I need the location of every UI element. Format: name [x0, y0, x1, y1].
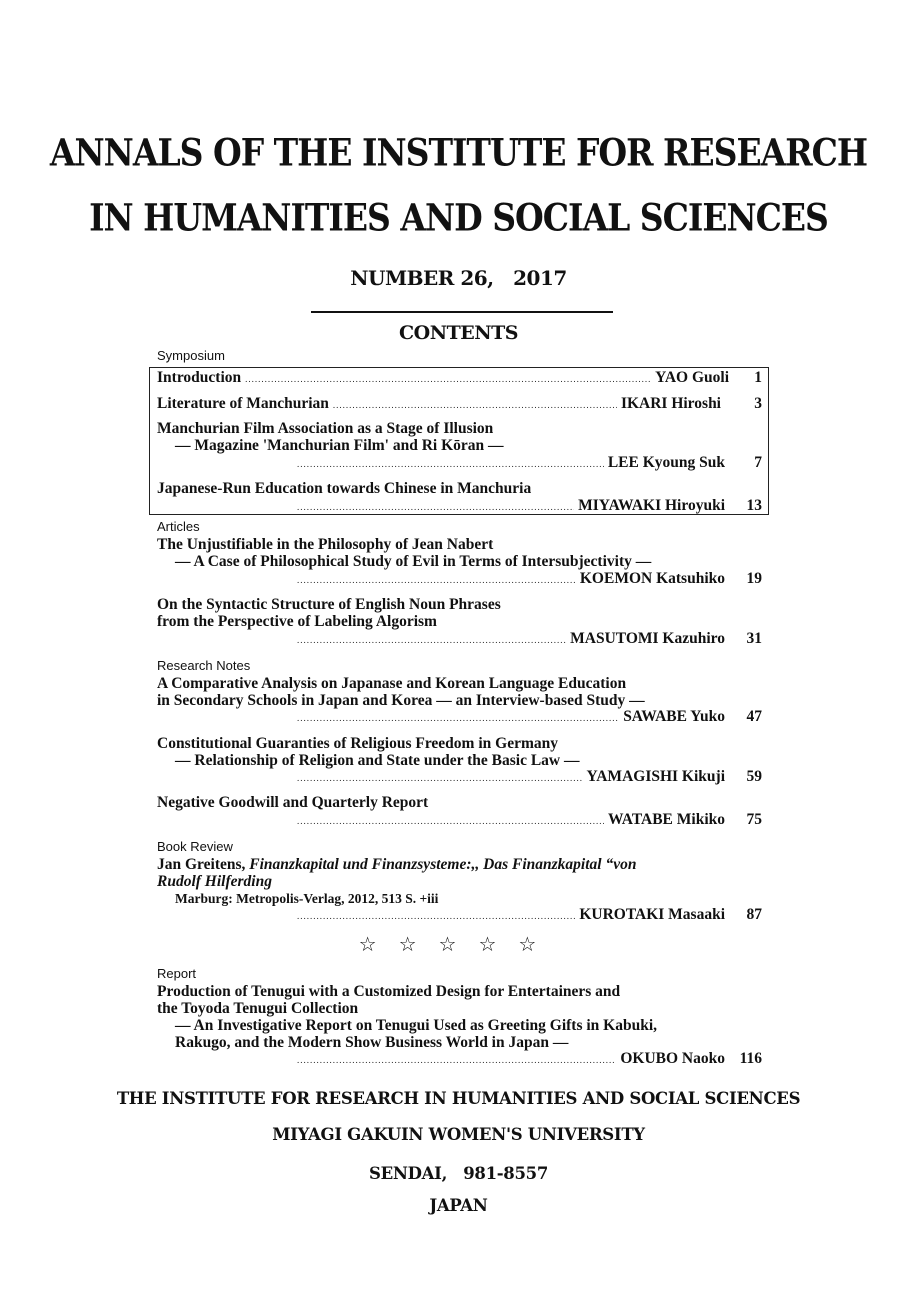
- entry-title[interactable]: Production of Tenugui with a Customized Design for Entertainers and: [157, 983, 621, 1000]
- toc-entry-author-row: [297, 811, 725, 829]
- entry-author: MIYAWAKI Hiroyuki: [578, 497, 725, 514]
- entry-title[interactable]: Japanese-Run Education towards Chinese in Manchuria: [157, 480, 532, 497]
- entry-title-continued: from the Perspective of Labeling Algorism: [157, 613, 437, 630]
- entry-author: MASUTOMI Kazuhiro: [570, 630, 725, 647]
- toc-entry-author-row: [297, 630, 725, 648]
- entry-page: 87: [746, 906, 762, 923]
- entry-author: YAO Guoli: [655, 369, 729, 386]
- dot-leader: [297, 571, 576, 589]
- entry-subtitle-continued: Rakugo, and the Modern Show Business World in Japan ―: [175, 1034, 569, 1051]
- entry-author: WATABE Mikiko: [608, 811, 725, 828]
- section-label-book-review: Book Review: [157, 839, 233, 854]
- entry-title[interactable]: Negative Goodwill and Quarterly Report: [157, 794, 429, 811]
- entry-page: 47: [746, 708, 762, 725]
- entry-title[interactable]: On the Syntactic Structure of English Noun Phrases: [157, 596, 501, 613]
- book-title: Finanzkapital und Finanzsysteme:,, Das Finanzkapital “von: [249, 856, 637, 873]
- entry-title-continued: in Secondary Schools in Japan and Korea ― an Interview-based Study ―: [157, 692, 645, 709]
- issue-number: NUMBER 26, 2017: [350, 266, 567, 290]
- section-label-research-notes: Research Notes: [157, 658, 251, 673]
- publisher-institute: THE INSTITUTE FOR RESEARCH IN HUMANITIES AND SOCIAL SCIENCES: [116, 1089, 801, 1108]
- publisher-university: MIYAGI GAKUIN WOMEN'S UNIVERSITY: [272, 1125, 645, 1144]
- entry-title[interactable]: The Unjustifiable in the Philosophy of Jean Nabert: [157, 536, 494, 553]
- journal-title-line-1: ANNALS OF THE INSTITUTE FOR RESEARCH: [49, 130, 868, 175]
- dot-leader: [297, 631, 566, 649]
- dot-leader: [297, 1051, 616, 1069]
- entry-page: 19: [746, 570, 762, 587]
- entry-page: 3: [754, 395, 762, 412]
- section-label-articles: Articles: [157, 519, 200, 534]
- title-divider: [311, 311, 613, 313]
- contents-heading: CONTENTS: [399, 322, 518, 344]
- entry-page: 13: [746, 497, 762, 514]
- entry-page: 31: [746, 630, 762, 647]
- dot-leader: [245, 370, 651, 388]
- toc-entry[interactable]: [157, 369, 729, 387]
- toc-entry-author-row: [297, 708, 725, 726]
- book-title-italic: Rudolf Hilferding: [157, 873, 272, 890]
- entry-page: 1: [754, 369, 762, 386]
- book-publisher: Marburg: Metropolis-Verlag, 2012, 513 S. +iii: [175, 891, 439, 906]
- publisher-city: SENDAI, 981-8557: [368, 1164, 549, 1183]
- dot-leader: [297, 812, 604, 830]
- toc-entry-author-row: [297, 497, 725, 515]
- entry-page: 75: [746, 811, 762, 828]
- entry-author: KUROTAKI Masaaki: [579, 906, 725, 923]
- dot-leader: [297, 498, 574, 516]
- entry-page: 116: [739, 1050, 762, 1067]
- entry-author: LEE Kyoung Suk: [607, 454, 725, 471]
- entry-subtitle: ― An Investigative Report on Tenugui Used as Greeting Gifts in Kabuki,: [175, 1017, 658, 1034]
- book-author: Jan Greitens,: [157, 856, 250, 873]
- entry-title: Introduction: [157, 369, 242, 386]
- entry-author: YAMAGISHI Kikuji: [586, 768, 725, 785]
- entry-page: 59: [746, 768, 762, 785]
- toc-entry-author-row: [297, 768, 725, 786]
- toc-entry-author-row: [297, 570, 725, 588]
- entry-title: Literature of Manchurian: [157, 395, 329, 412]
- star-divider: ☆☆☆☆☆: [358, 932, 559, 956]
- entry-author: SAWABE Yuko: [623, 708, 725, 725]
- dot-leader: [297, 907, 575, 925]
- entry-title[interactable]: Manchurian Film Association as a Stage of Illusion: [157, 420, 494, 437]
- entry-subtitle: ― A Case of Philosophical Study of Evil in Terms of Intersubjectivity ―: [175, 553, 652, 570]
- entry-title[interactable]: A Comparative Analysis on Japanase and Korean Language Education: [157, 675, 627, 692]
- toc-entry-author-row: [297, 906, 725, 924]
- section-label-symposium: Symposium: [157, 348, 225, 363]
- book-review-title[interactable]: [157, 856, 636, 874]
- dot-leader: [333, 396, 617, 414]
- entry-author: IKARI Hiroshi: [620, 395, 721, 412]
- toc-entry-author-row: [297, 1050, 725, 1068]
- section-label-report: Report: [157, 966, 197, 981]
- publisher-country: JAPAN: [429, 1196, 488, 1215]
- entry-title[interactable]: Constitutional Guaranties of Religious Freedom in Germany: [157, 735, 558, 752]
- toc-entry-author-row: [297, 454, 725, 472]
- entry-subtitle: ― Magazine 'Manchurian Film' and Ri Kōran ―: [175, 437, 504, 454]
- entry-author: OKUBO Naoko: [620, 1050, 725, 1067]
- toc-entry[interactable]: [157, 395, 721, 413]
- entry-title-continued: the Toyoda Tenugui Collection: [157, 1000, 359, 1017]
- journal-title-line-2: IN HUMANITIES AND SOCIAL SCIENCES: [89, 195, 828, 240]
- entry-page: 7: [754, 454, 762, 471]
- dot-leader: [297, 709, 619, 727]
- dot-leader: [297, 769, 582, 787]
- book-title-continued: [157, 873, 272, 891]
- dot-leader: [297, 455, 604, 473]
- entry-subtitle: ― Relationship of Religion and State under the Basic Law ―: [175, 752, 580, 769]
- entry-author: KOEMON Katsuhiko: [579, 570, 725, 587]
